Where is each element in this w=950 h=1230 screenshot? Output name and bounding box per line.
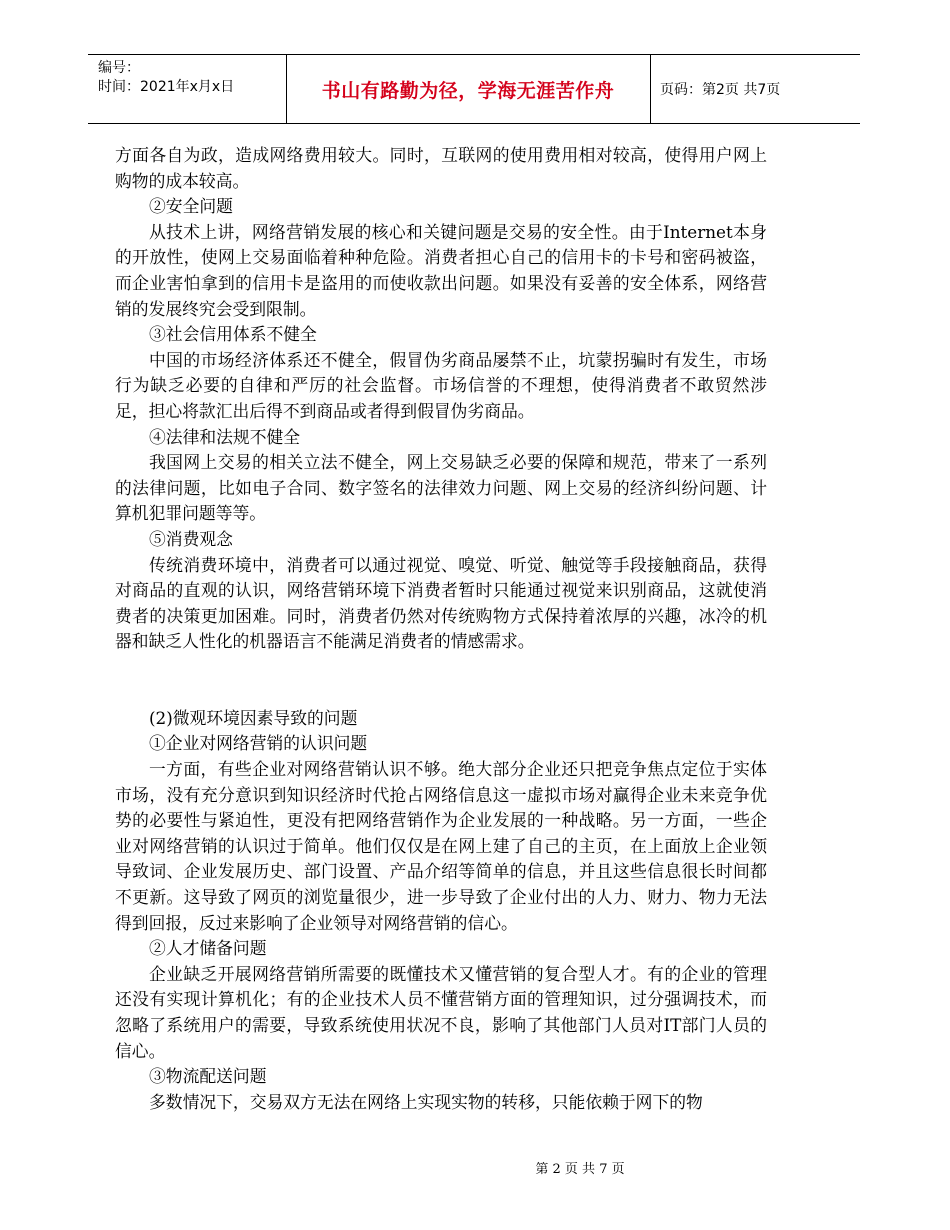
section-heading: ④法律和法规不健全 [149, 426, 301, 447]
section-heading: ②安全问题 [149, 196, 233, 217]
header-divider [650, 55, 651, 123]
paragraph: 中国的市场经济体系还不健全，假冒伪劣商品屡禁不止，坑蒙拐骗时有发生，市场行为缺乏必要的自律和严厉的社会监督。市场信誉的不理想，使得消费者不敢贸然涉足，担心将款汇出后得不到商品或者得到假冒伪劣商品。 [115, 349, 767, 421]
paragraph: 从技术上讲，网络营销发展的核心和关键问题是交易的安全性。由于Internet本身的开放性，使网上交易面临着种种危险。消费者担心自己的信用卡的卡号和密码被盗，而企业害怕拿到的信用卡是盗用的而使收款出问题。如果没有妥善的安全体系，网络营销的发展终究会受到限制。 [115, 221, 767, 319]
paragraph-gap [115, 655, 767, 706]
section-heading: ①企业对网络营销的认识问题 [149, 733, 368, 754]
paragraph: 传统消费环境中，消费者可以通过视觉、嗅觉、听觉、触觉等手段接触商品，获得对商品的直观的认识，网络营销环境下消费者暂时只能通过视觉来识别商品，这就使消费者的决策更加困难。同时，消费者仍然对传统购物方式保持着浓厚的兴趣，冰冷的机器和缺乏人性化的机器语言不能满足消费者的情感需求。 [115, 554, 767, 652]
paragraph: 方面各自为政，造成网络费用较大。同时，互联网的使用费用相对较高，使得用户网上购物的成本较高。 [115, 145, 767, 191]
section-heading: ③社会信用体系不健全 [149, 324, 317, 345]
page-footer [0, 1158, 950, 1177]
section-heading: ⑤消费观念 [149, 528, 233, 549]
paragraph: 企业缺乏开展网络营销所需要的既懂技术又懂营销的复合型人才。有的企业的管理还没有实现计算机化；有的企业技术人员不懂营销方面的管理知识，过分强调技术，而忽略了系统用户的需要，导致系统使用状况不良，影响了其他部门人员对IT部门人员的信心。 [115, 963, 767, 1061]
page-header [88, 54, 860, 124]
paragraph: 多数情况下，交易双方无法在网络上实现实物的转移，只能依赖于网下的物 [149, 1091, 703, 1112]
time-label: 时间：2021年x月x日 [98, 79, 235, 95]
number-label: 编号： [98, 60, 140, 76]
section-heading: (2)微观环境因素导致的问题 [149, 707, 358, 728]
paragraph: 一方面，有些企业对网络营销认识不够。绝大部分企业还只把竞争焦点定位于实体市场，没有充分意识到知识经济时代抢占网络信息这一虚拟市场对赢得企业未来竞争优势的必要性与紧迫性，更没有把网络营销作为企业发展的一种战略。另一方面，一些企业对网络营销的认识过于简单。他们仅仅是在网上建了自己的主页，在上面放上企业领导致词、企业发展历史、部门设置、产品介绍等简单的信息，并且这些信息很长时间都不更新。这导致了网页的浏览量很少，进一步导致了企业付出的人力、财力、物力无法得到回报，反过来影响了企业领导对网络营销的信心。 [115, 759, 767, 933]
header-page-info: 页码：第2页 共7页 [660, 82, 781, 98]
document-body [115, 143, 767, 1115]
footer-page-number: 第 2 页 共 7 页 [535, 1162, 625, 1177]
header-motto: 书山有路勤为径，学海无涯苦作舟 [321, 79, 615, 102]
paragraph: 我国网上交易的相关立法不健全，网上交易缺乏必要的保障和规范，带来了一系列的法律问题，比如电子合同、数字签名的法律效力问题、网上交易的经济纠纷问题、计算机犯罪问题等等。 [115, 452, 767, 524]
section-heading: ③物流配送问题 [149, 1066, 267, 1087]
header-meta [98, 59, 234, 97]
section-heading: ②人才储备问题 [149, 938, 267, 959]
